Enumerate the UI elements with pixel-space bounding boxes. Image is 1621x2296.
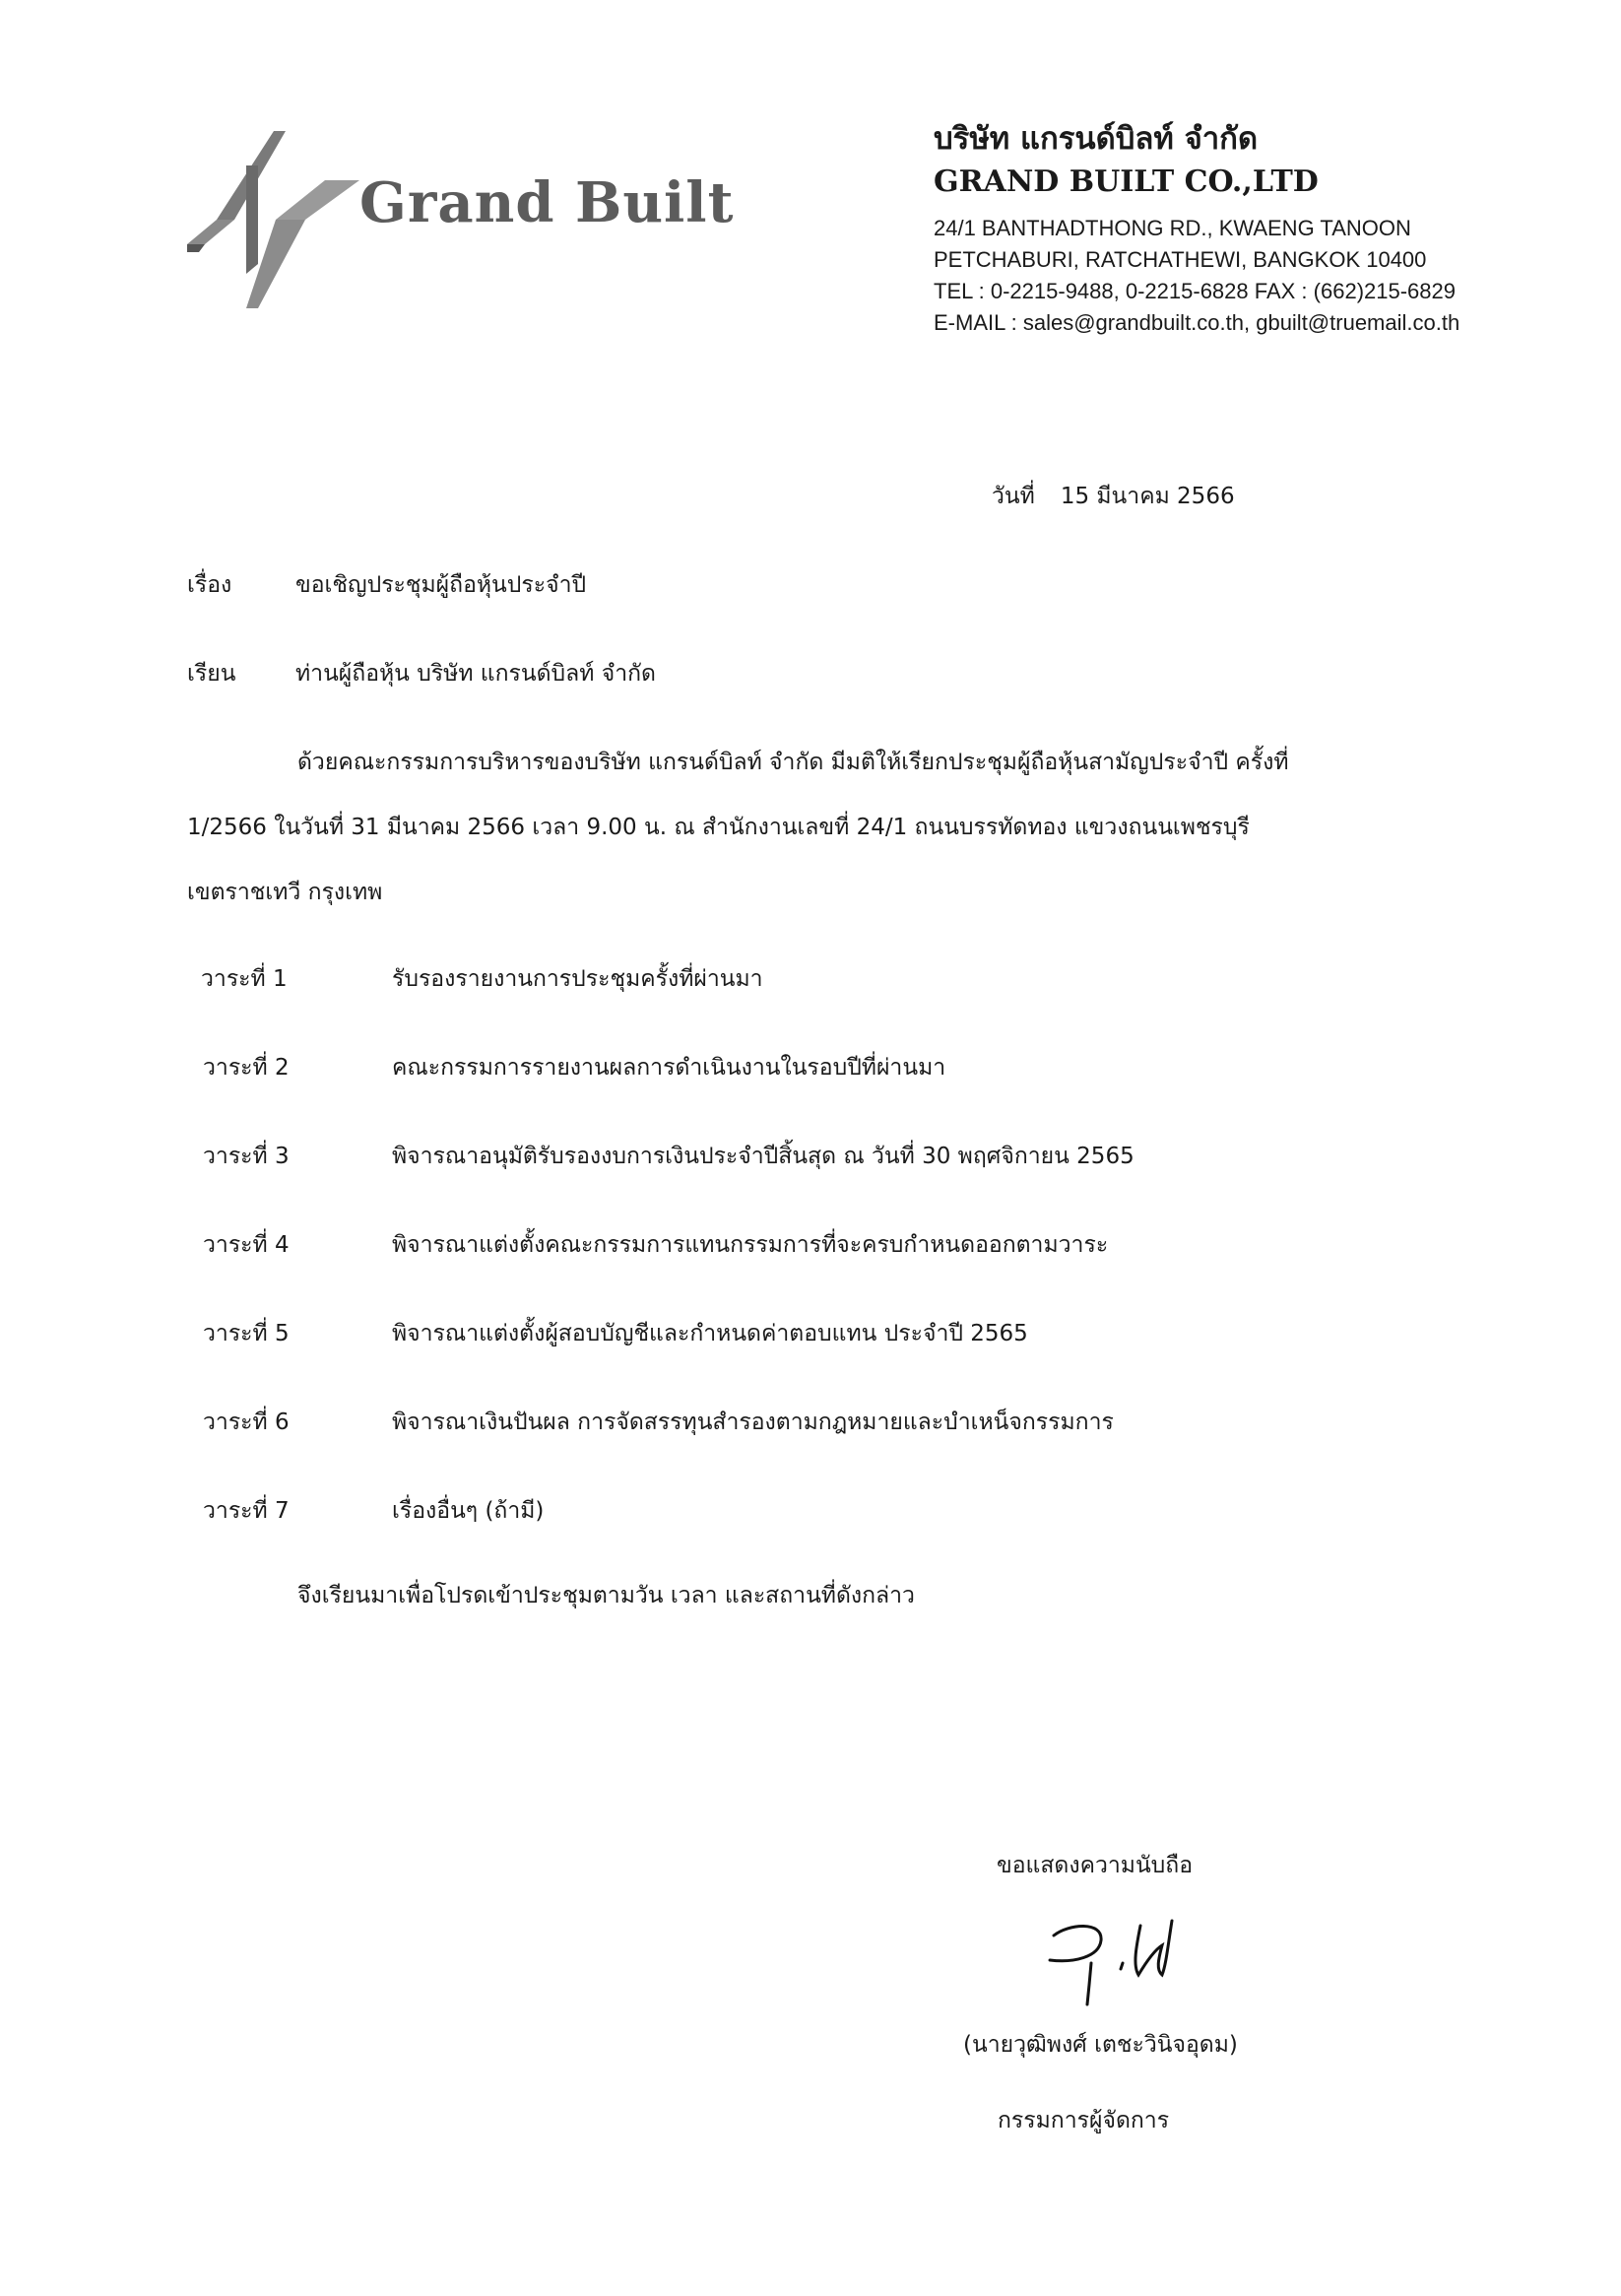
company-logo xyxy=(187,126,735,313)
recipient-value: ท่านผู้ถือหุ้น บริษัท แกรนด์บิลท์ จำกัด xyxy=(295,661,656,687)
agenda-label-5: วาระที่ 5 xyxy=(203,1321,290,1346)
date-label: วันที่ xyxy=(992,484,1035,509)
company-email: E-MAIL : sales@grandbuilt.co.th, gbuilt@truemail.co.th xyxy=(934,310,1460,335)
recipient-label: เรียน xyxy=(187,661,236,687)
agenda-text-2: คณะกรรมการรายงานผลการดำเนินงานในรอบปีที่ผ่านมา xyxy=(392,1055,946,1081)
company-address-line-1: 24/1 BANTHADTHONG RD., KWAENG TANOON xyxy=(934,216,1411,240)
agenda-text-4: พิจารณาแต่งตั้งคณะกรรมการแทนกรรมการที่จะครบกำหนดออกตามวาระ xyxy=(392,1232,1109,1258)
handwritten-signature xyxy=(1034,1906,1231,2018)
agenda-label-7: วาระที่ 7 xyxy=(203,1498,290,1524)
company-phone-fax: TEL : 0-2215-9488, 0-2215-6828 FAX : (662)215-6829 xyxy=(934,279,1456,303)
body-line-1: ด้วยคณะกรรมการบริหารของบริษัท แกรนด์บิลท์ จำกัด มีมติให้เรียกประชุมผู้ถือหุ้นสามัญประจำปี ครั้งที่ xyxy=(297,750,1289,775)
letter-date xyxy=(992,479,1235,514)
logo-wordmark: Grand Built xyxy=(359,170,735,235)
agenda-label-6: วาระที่ 6 xyxy=(203,1410,290,1435)
agenda-text-3: พิจารณาอนุมัติรับรองงบการเงินประจำปีสิ้นสุด ณ วันที่ 30 พฤศจิกายน 2565 xyxy=(392,1144,1135,1169)
signatory-name: (นายวุฒิพงศ์ เตชะวินิจอุดม) xyxy=(963,2032,1238,2058)
agenda-text-5: พิจารณาแต่งตั้งผู้สอบบัญชีและกำหนดค่าตอบแทน ประจำปี 2565 xyxy=(392,1321,1028,1346)
agenda-text-6: พิจารณาเงินปันผล การจัดสรรทุนสำรองตามกฎหมายและบำเหน็จกรรมการ xyxy=(392,1410,1114,1435)
company-address-line-2: PETCHABURI, RATCHATHEWI, BANGKOK 10400 xyxy=(934,247,1427,272)
body-line-3: เขตราชเทวี กรุงเทพ xyxy=(187,880,383,905)
agenda-text-7: เรื่องอื่นๆ (ถ้ามี) xyxy=(392,1498,545,1524)
agenda-label-1: วาระที่ 1 xyxy=(201,966,288,992)
subject-label: เรื่อง xyxy=(187,572,232,598)
closing-regards: ขอแสดงความนับถือ xyxy=(997,1853,1194,1878)
agenda-label-2: วาระที่ 2 xyxy=(203,1055,290,1081)
grand-built-logo-mark xyxy=(187,126,364,313)
agenda-label-4: วาระที่ 4 xyxy=(203,1232,290,1258)
signatory-position: กรรมการผู้จัดการ xyxy=(998,2108,1170,2133)
body-line-2: 1/2566 ในวันที่ 31 มีนาคม 2566 เวลา 9.00 น. ณ สำนักงานเลขที่ 24/1 ถนนบรรทัดทอง แขวงถนนเพชรบุรี xyxy=(187,815,1250,840)
company-info xyxy=(934,113,1459,339)
date-value: 15 มีนาคม 2566 xyxy=(1060,484,1235,509)
agenda-label-3: วาระที่ 3 xyxy=(203,1144,290,1169)
closing-line: จึงเรียนมาเพื่อโปรดเข้าประชุมตามวัน เวลา และสถานที่ดังกล่าว xyxy=(297,1583,915,1608)
subject-value: ขอเชิญประชุมผู้ถือหุ้นประจำปี xyxy=(295,572,587,598)
company-name-english: GRAND BUILT CO.,LTD xyxy=(934,164,1319,199)
company-name-thai: บริษัท แกรนด์บิลท์ จำกัด xyxy=(934,121,1259,157)
agenda-text-1: รับรองรายงานการประชุมครั้งที่ผ่านมา xyxy=(392,966,763,992)
